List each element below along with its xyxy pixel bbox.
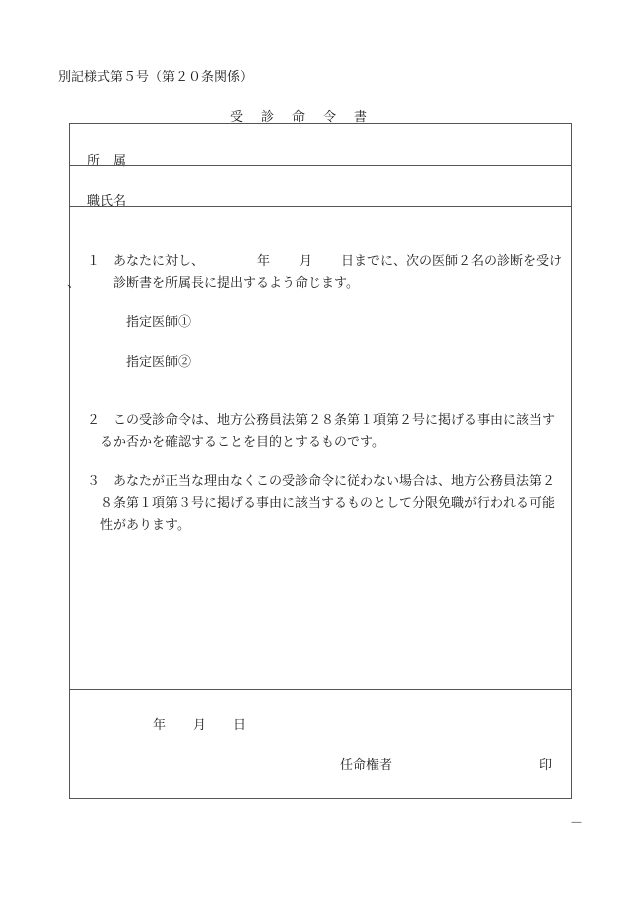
name-label: 職氏名 xyxy=(87,194,127,209)
doctor-1-label: 指定医師① xyxy=(126,315,192,330)
paragraph-1-text-a: あなたに対し、 xyxy=(113,254,205,269)
divider xyxy=(70,689,571,690)
page-mark: － xyxy=(570,816,584,831)
paragraph-3-line-3: 性があります。 xyxy=(100,518,190,533)
divider xyxy=(70,206,571,207)
paragraph-1-text-b: 日までに、次の医師２名の診断を受け xyxy=(341,254,563,269)
seal-label: 印 xyxy=(539,758,553,773)
wrap-comma: 、 xyxy=(67,276,81,291)
deadline-year: 年 xyxy=(257,254,271,269)
title-char: 命 xyxy=(291,110,305,125)
title-char: 診 xyxy=(260,110,274,125)
title-char: 書 xyxy=(353,110,367,125)
appointer-label: 任命権者 xyxy=(340,758,393,773)
paragraph-2-line-1: この受診命令は、地方公務員法第２８条第１項第２号に掲げる事由に該当す xyxy=(113,413,556,428)
paragraph-3-line-1: あなたが正当な理由なくこの受診命令に従わない場合は、地方公務員法第２ xyxy=(113,474,556,489)
affiliation-label: 所 属 xyxy=(87,154,127,169)
paragraph-1-text-c: 診断書を所属長に提出するよう命じます。 xyxy=(113,276,359,291)
divider xyxy=(70,165,571,166)
form-number: 別記様式第５号（第２０条関係） xyxy=(58,70,254,85)
form-frame xyxy=(69,123,572,799)
paragraph-1-number: １ xyxy=(87,254,101,269)
paragraph-2-number: ２ xyxy=(87,413,101,428)
title-char: 令 xyxy=(322,110,336,125)
title-char: 受 xyxy=(229,110,243,125)
date-year: 年 xyxy=(153,718,167,733)
date-month: 月 xyxy=(193,718,207,733)
paragraph-2-line-2: るか否かを確認することを目的とするものです。 xyxy=(100,435,385,450)
paragraph-3-number: ３ xyxy=(87,474,101,489)
deadline-month: 月 xyxy=(299,254,313,269)
paragraph-3-line-2: ８条第１項第３号に掲げる事由に該当するものとして分限免職が行われる可能 xyxy=(100,496,556,511)
doctor-2-label: 指定医師② xyxy=(126,355,192,370)
date-day: 日 xyxy=(233,718,247,733)
